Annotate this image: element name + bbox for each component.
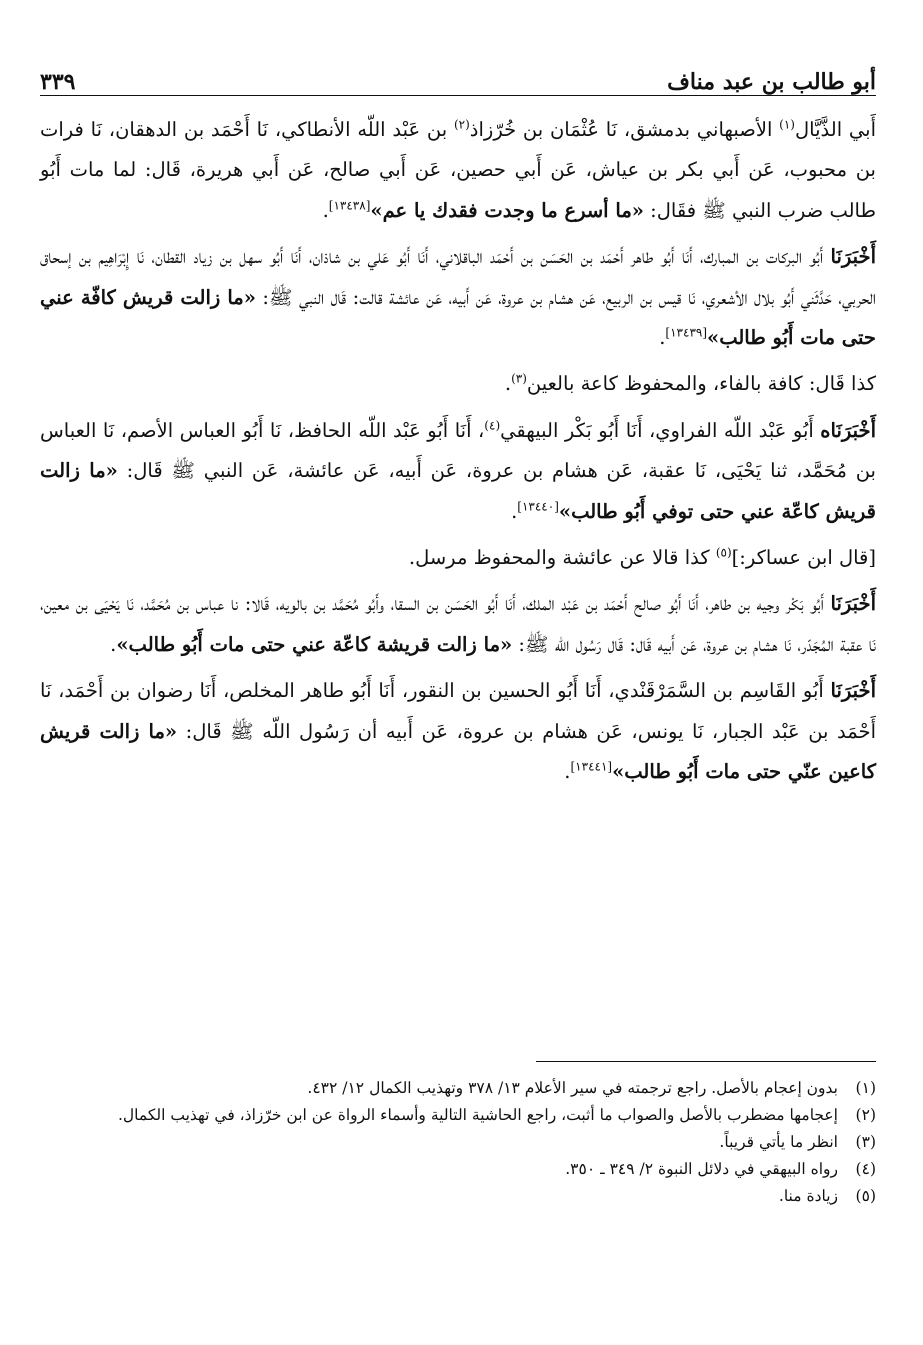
footnote-number: (٢) bbox=[855, 1106, 876, 1124]
text-run: . bbox=[659, 326, 666, 350]
reference-marker: (٣) bbox=[511, 371, 527, 386]
text-run: . bbox=[110, 632, 117, 656]
main-text bbox=[40, 110, 876, 793]
footnote-number: (٣) bbox=[855, 1133, 876, 1151]
reference-marker: (٢) bbox=[453, 117, 470, 132]
text-run: بن عَبْد اللّه الأنطاكي، نَا أَحْمَد بن الدهقان، نَا فرات بن محبوب، عَن أَبي بكر بن عياش، عَن أَبي حصين، عَن أَبي صالح، عَن أَبي هريرة، قَال: لما مات أَبُو طالب ضرب النبي ﷺ فقَال: bbox=[40, 118, 876, 222]
text-run: أَبُو بَكْر وجيه بن طاهر، أَنَا أَبُو صالح أَحْمَد بن عَبْد الملك، أَنَا أَبُو الحَسَن بن السقا، وأَبُو مُحَمَّد بن بالويه، قَالا: نا عباس بن مُحَمَّد، نَا يَحْيَى بن معين، نَا عقبة المُجَدّر، نَا هشام بن عروة، عَن أَبيه قَال: قَال رَسُول اللّه ﷺ: bbox=[40, 592, 876, 656]
bold-text: «ما زالت قريش كافّة عني حتى مات أَبُو طالب» bbox=[40, 285, 876, 350]
text-run: أَبُو القَاسِم بن السَّمَرْقَنْدي، أَنَا أَبُو الحسين بن النقور، أَنَا أَبُو طاهر المخلص، أَنَا رضوان بن أَحْمَد، نَا أَحْمَد بن عَبْد الجبار، نَا يونس، عَن هشام بن عروة، عَن أَبيه أن رَسُول اللّه ﷺ قَال: bbox=[40, 679, 876, 743]
bold-text: «ما زالت قريش كاعّة عني حتى توفي أَبُو طالب» bbox=[40, 459, 876, 523]
bold-text: «ما زالت قريش كاعين عنّي حتى مات أَبُو طالب» bbox=[40, 719, 876, 784]
paragraph bbox=[40, 671, 876, 792]
footnote-number: (٥) bbox=[855, 1187, 876, 1205]
text-run: كذا قَال: كافة بالفاء، والمحفوظ كاعة بالعين bbox=[526, 372, 876, 396]
page-number: ٣٣٩ bbox=[40, 69, 76, 95]
reference-marker: [١٣٤٤٠] bbox=[517, 499, 559, 514]
footnote-text: إعجامها مضطرب بالأصل والصواب ما أثبت، راجع الحاشية التالية وأسماء الرواة عن ابن خرّزاذ، في تهذيب الكمال. bbox=[117, 1106, 838, 1124]
header-title: أبو طالب بن عبد مناف bbox=[667, 69, 876, 95]
paragraph bbox=[40, 237, 876, 358]
bold-text: أَخْبَرَنَا bbox=[830, 245, 876, 269]
footnote bbox=[40, 1129, 876, 1156]
text-run: [قال ابن عساكر:] bbox=[731, 546, 876, 570]
bold-text: أَخْبَرَنَاه bbox=[820, 418, 876, 442]
text-run: الأصبهاني بدمشق، نَا عُثْمَان بن خُرّزاذ bbox=[469, 118, 780, 141]
text-run: . bbox=[511, 499, 518, 523]
text-run: ، أَنَا أَبُو عَبْد اللّه الحافظ، نَا أَبُو العباس الأصم، نَا العباس بن مُحَمَّد، ثنا يَحْيَى، نَا عقبة، عَن هشام بن عروة، عَن أَبيه، عَن عائشة، عَن النبي ﷺ قَال: bbox=[40, 418, 876, 483]
footnote bbox=[40, 1156, 876, 1183]
footnote bbox=[40, 1183, 876, 1210]
reference-marker: [١٣٤٤١] bbox=[570, 759, 613, 774]
reference-marker: (٥) bbox=[715, 545, 732, 560]
running-header bbox=[40, 55, 876, 96]
reference-marker: (٤) bbox=[484, 418, 501, 433]
footnote bbox=[40, 1075, 876, 1102]
footnote-text: رواه البيهقي في دلائل النبوة ٢/ ٣٤٩ ـ ٣٥٠. bbox=[565, 1160, 838, 1178]
paragraph bbox=[40, 110, 876, 231]
footnotes bbox=[40, 1075, 876, 1210]
text-run: . bbox=[564, 760, 571, 784]
footnote-number: (١) bbox=[855, 1079, 876, 1097]
paragraph bbox=[40, 538, 876, 578]
reference-marker: (١) bbox=[779, 117, 795, 132]
paragraph bbox=[40, 584, 876, 665]
reference-marker: [١٣٤٣٨] bbox=[328, 198, 371, 213]
text-run: أَبي الذَّيَّال bbox=[794, 118, 876, 141]
text-run: أَبُو البركات بن المبارك، أَنَا أَبُو طاهر أَحْمَد بن الحَسَن بن أَحْمَد الباقلاني، أَنَا أَبُو عَلي بن شاذان، أَنَا أَبُو سهل بن زياد القطان، نَا إِبْرَاهِيم بن إسحاق الحربي، حَدَّثَني أَبُو بلال الأشعري، نَا قيس بن الربيع، عَن هشام بن عروة، عَن أَبيه، عَن عائشة قالت: قَال النبي ﷺ: bbox=[40, 245, 877, 309]
reference-marker: [١٣٤٣٩] bbox=[665, 325, 708, 340]
paragraph bbox=[40, 364, 876, 404]
footnote-separator bbox=[536, 1061, 876, 1062]
footnote bbox=[40, 1102, 876, 1129]
footnote-number: (٤) bbox=[855, 1160, 876, 1178]
book-page bbox=[40, 55, 877, 1205]
footnote-text: زيادة منا. bbox=[778, 1187, 838, 1205]
bold-text: «ما زالت قريشة كاعّة عني حتى مات أَبُو طالب» bbox=[116, 632, 513, 656]
text-run: كذا قالا عن عائشة والمحفوظ مرسل. bbox=[408, 546, 716, 570]
text-run: . bbox=[322, 198, 329, 222]
paragraph bbox=[40, 411, 876, 532]
footnote-text: انظر ما يأتي قريباً. bbox=[719, 1133, 838, 1151]
bold-text: أَخْبَرَنَا bbox=[830, 679, 876, 703]
footnote-text: بدون إعجام بالأصل. راجع ترجمته في سير الأعلام ١٣/ ٣٧٨ وتهذيب الكمال ١٢/ ٤٣٢. bbox=[307, 1079, 838, 1097]
text-run: أَبُو عَبْد اللّه الفراوي، أَنَا أَبُو بَكْر البيهقي bbox=[500, 418, 821, 442]
bold-text: أَخْبَرَنَا bbox=[830, 592, 876, 616]
bold-text: «ما أسرع ما وجدت فقدك يا عم» bbox=[370, 198, 644, 222]
text-run: . bbox=[504, 372, 512, 396]
